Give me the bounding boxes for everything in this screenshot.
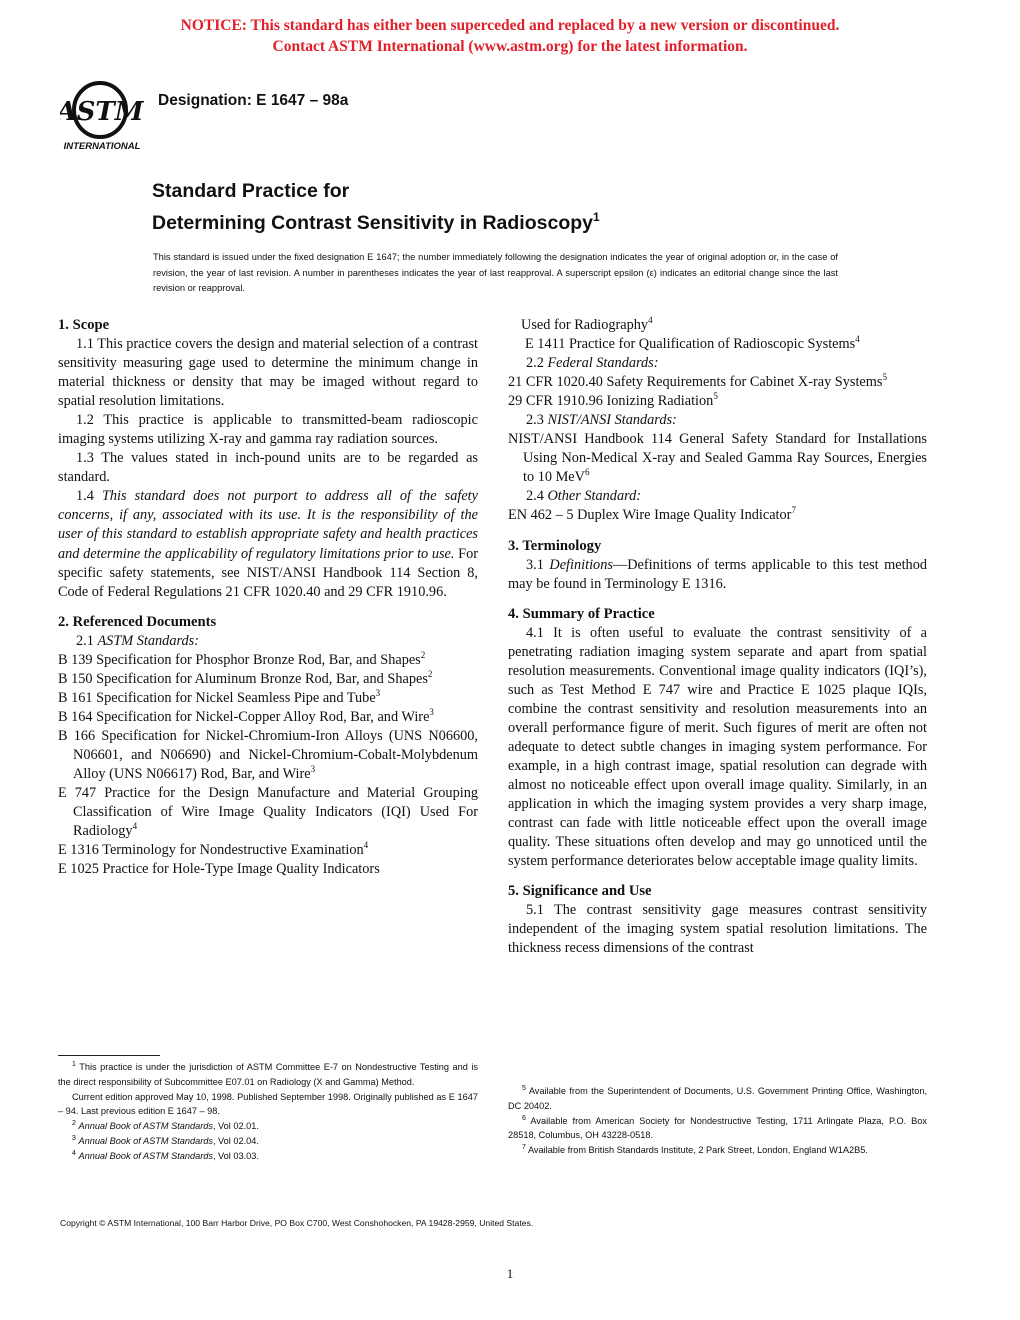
footnote-rule-left <box>58 1055 160 1056</box>
federal-standards-label: 2.2 Federal Standards: <box>526 355 659 372</box>
title-line-1: Standard Practice for <box>152 180 350 202</box>
nist-standards-label: 2.3 NIST/ANSI Standards: <box>526 412 677 429</box>
other-standard-label: 2.4 Other Standard: <box>526 488 642 505</box>
footnotes-right <box>508 1084 927 1158</box>
footnotes-left <box>58 1055 478 1164</box>
title-footnote-ref: 1 <box>593 210 600 224</box>
designation: Designation: E 1647 – 98a <box>158 92 349 109</box>
ref-en-462: EN 462 – 5 Duplex Wire Image Quality Indicator$^7$ <box>508 505 796 524</box>
ref-b150: B 150 Specification for Aluminum Bronze Rod, Bar, and Shapes$^2$ <box>58 668 433 687</box>
scope-1-3: 1.3 The values stated in inch-pound units are to be regarded as standard. <box>58 450 478 486</box>
scope-1-2: 1.2 This practice is applicable to transmitted-beam radioscopic imaging systems utilizing X-ray and gamma ray radiation sources. <box>58 412 478 448</box>
footnote-7: $^7$ Available from British Standards Institute, 2 Park Street, London, England W1A2B5. <box>522 1144 868 1156</box>
ref-b139: B 139 Specification for Phosphor Bronze Rod, Bar, and Shapes$^2$ <box>58 649 426 668</box>
significance-heading: 5. Significance and Use <box>508 883 652 900</box>
scope-1-1: 1.1 This practice covers the design and material selection of a contrast sensitivity measuring gage used to determine the minimum change in material thickness or density that may be imaged without regard to spatial resolution limitations. <box>58 336 478 410</box>
ref-e1316: E 1316 Terminology for Nondestructive Examination$^4$ <box>58 840 369 859</box>
ref-b161: B 161 Specification for Nickel Seamless Pipe and Tube$^3$ <box>58 687 381 706</box>
astm-logo-icon <box>60 80 146 152</box>
astm-standards-label: 2.1 ASTM Standards: <box>76 632 199 649</box>
terminology-heading: 3. Terminology <box>508 537 602 554</box>
page-title <box>152 178 600 236</box>
footnote-3: $^3$ Annual Book of ASTM Standards, Vol 02.04. <box>72 1134 259 1146</box>
terminology-3-1: 3.1 Definitions—Definitions of terms applicable to this test method may be found in Terminology E 1316. <box>508 556 927 592</box>
copyright: Copyright © ASTM International, 100 Barr Harbor Drive, PO Box C700, West Conshohocken, PA 19428-2959, United States. <box>60 1218 534 1228</box>
footnote-1b: Current edition approved May 10, 1998. Published September 1998. Originally published as E 1647 – 94. Last previous edition E 1647 – 98. <box>58 1091 478 1117</box>
notice-line-2: Contact ASTM International (www.astm.org) for the latest information. <box>272 38 748 55</box>
footnote-5: $^5$ Available from the Superintendent of Documents, U.S. Government Printing Office, Washington, DC 20402. <box>508 1085 927 1111</box>
ref-e747: E 747 Practice for the Design Manufacture and Material Grouping Classification of Wire Image Quality Indicators (IQI) Used For Radiology$^4$ <box>58 785 478 840</box>
issued-note: This standard is issued under the fixed designation E 1647; the number immediately following the designation indicates the year of original adoption or, in the case of revision, the year of last revision. A number in parentheses indicates the year of last reapproval. A superscript epsilon (ε) indicates an editorial change since the last revision or reapproval. <box>153 252 838 293</box>
right-column <box>508 316 927 958</box>
page-number: 1 <box>506 1266 514 1281</box>
summary-heading: 4. Summary of Practice <box>508 605 655 622</box>
footnote-2: $^2$ Annual Book of ASTM Standards, Vol 02.01. <box>72 1120 259 1132</box>
notice-line-1: NOTICE: This standard has either been superceded and replaced by a new version or discontinued. <box>180 17 840 34</box>
footnote-4: $^4$ Annual Book of ASTM Standards, Vol 03.03. <box>72 1149 259 1161</box>
logo-text: INTERNATIONAL <box>63 141 141 152</box>
footnote-6: $^6$ Available from American Society for Nondestructive Testing, 1711 Arlingate Plaza, P.O. Box 28518, Columbus, OH 43228-0518. <box>508 1114 927 1141</box>
summary-4-1: 4.1 It is often useful to evaluate the contrast sensitivity of a penetrating radiation imaging system separate and apart from spatial resolution measurements. Conventional image quality indicators (IQI’s), such as Test Method E 747 wire and Practice E 1025 plaque IQIs, combine the contrast sensitivity and resolution measurements into an overall performance figure of merit. Such figures of merit are often not adequate to detect subtle changes in imaging system performance. For example, in a high contrast image, spatial resolution can degrade with almost no noticeable effect upon overall image quality. Similarly, in an application in which the imaging system provides a very sharp image, contrast can fade with little noticeable effect upon the overall image quality. These situations often develop and may go unnoticed until the system performance deteriorates below acceptable image quality limits. <box>508 624 927 870</box>
svg-text:ASTM: ASTM <box>60 97 144 127</box>
refdocs-heading: 2. Referenced Documents <box>58 613 217 630</box>
ref-cfr-1910: 29 CFR 1910.96 Ionizing Radiation$^5$ <box>508 391 718 410</box>
ref-e1025: E 1025 Practice for Hole-Type Image Quality Indicators <box>58 861 380 878</box>
ref-b164: B 164 Specification for Nickel-Copper Alloy Rod, Bar, and Wire$^3$ <box>58 706 434 725</box>
ref-b166: B 166 Specification for Nickel-Chromium-Iron Alloys (UNS N06600, N06601, and N06690) and Nickel-Chromium-Cobalt-Molybdenum Alloy (UNS N06617) Rod, Bar, and Wire$^3$ <box>58 727 478 782</box>
significance-5-1: 5.1 The contrast sensitivity gage measures contrast sensitivity independent of the imaging system spatial resolution limitations. The thickness recess dimensions of the contrast <box>508 902 927 957</box>
astm-logo <box>60 80 146 152</box>
footnote-1: $^1$ This practice is under the jurisdiction of ASTM Committee E-7 on Nondestructive Testing and is the direct responsibility of Subcommittee E07.01 on Radiology (X and Gamma) Method. <box>58 1061 478 1087</box>
ref-e1411: E 1411 Practice for Qualification of Radioscopic Systems$^4$ <box>525 334 860 353</box>
scope-heading: 1. Scope <box>58 317 110 333</box>
ref-cfr-1020: 21 CFR 1020.40 Safety Requirements for Cabinet X-ray Systems$^5$ <box>508 372 887 391</box>
ref-e1025-cont: Used for Radiography$^4$ <box>521 315 653 333</box>
ref-nist-114: NIST/ANSI Handbook 114 General Safety Standard for Installations Using Non-Medical X-ray and Sealed Gamma Ray Sources, Energies to 10 MeV$^6$ <box>508 431 927 486</box>
left-column <box>58 316 478 879</box>
title-line-2: Determining Contrast Sensitivity in Radioscopy <box>152 212 593 234</box>
scope-1-4: 1.4 This standard does not purport to address all of the safety concerns, if any, associated with its use. It is the responsibility of the user of this standard to establish appropriate safety and health practices and determine the applicability of regulatory limitations prior to use. For specific safety statements, see NIST/ANSI Handbook 114 Section 8, Code of Federal Regulations 21 CFR 1020.40 and 29 CFR 1910.96. <box>58 488 478 600</box>
